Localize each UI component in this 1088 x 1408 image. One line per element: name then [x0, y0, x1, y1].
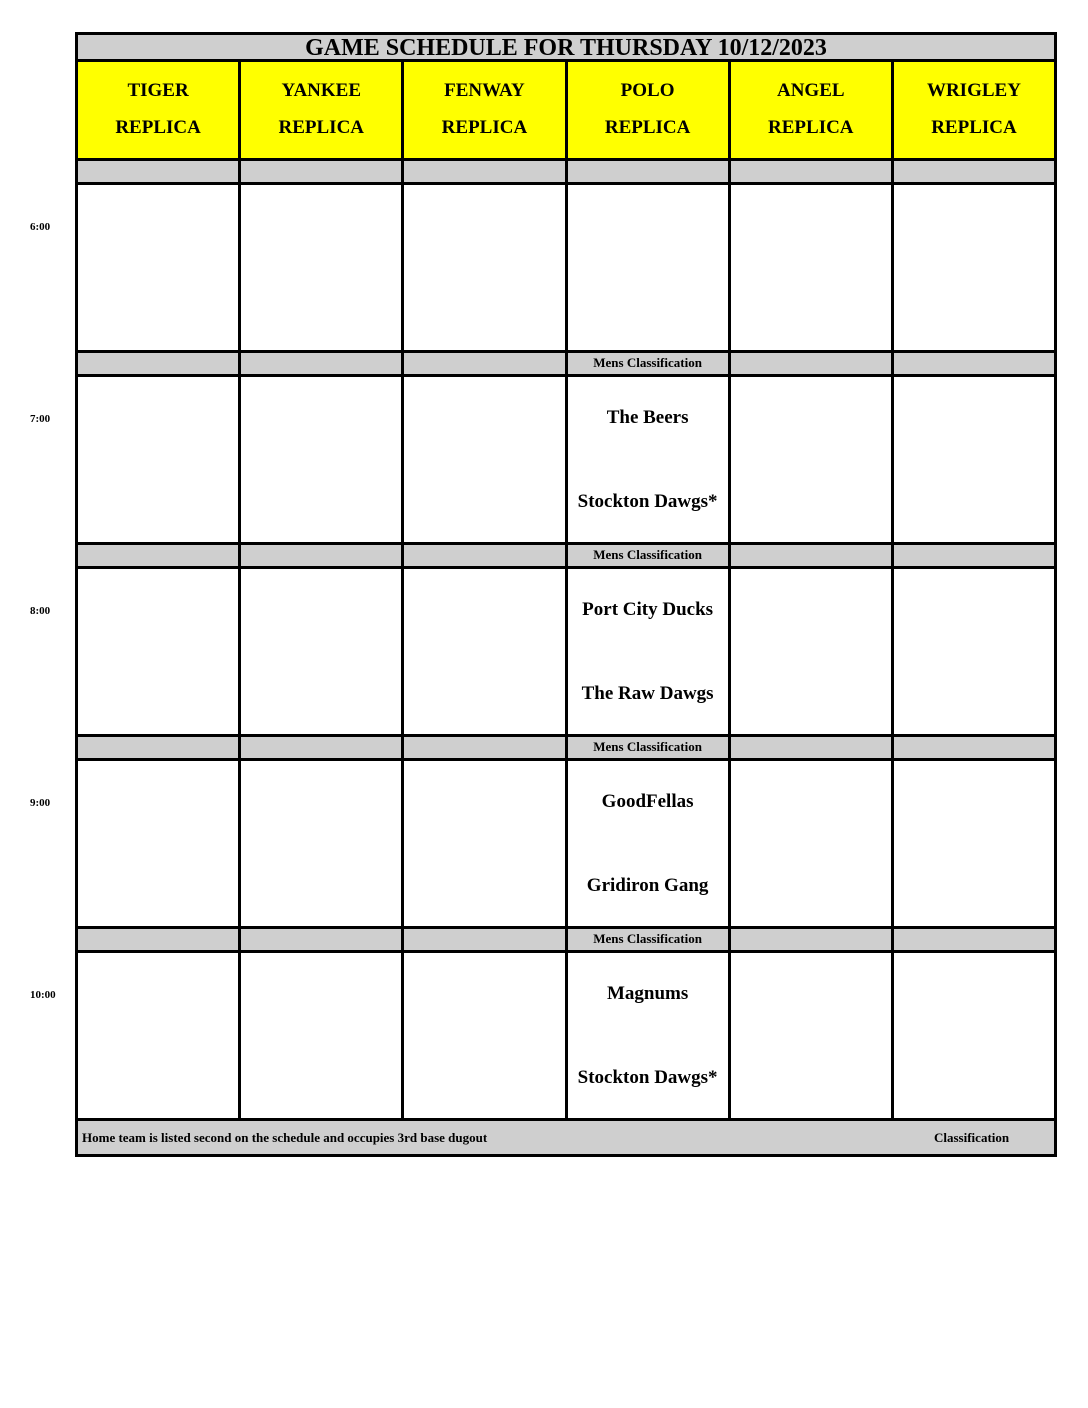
- game-cell: [891, 761, 1057, 929]
- classification-cell: [891, 353, 1057, 377]
- time-slots: [75, 161, 1057, 1121]
- game-cell: [565, 377, 728, 545]
- classification-label: Classification: [934, 1130, 1010, 1145]
- field-sub: REPLICA: [441, 117, 528, 138]
- classification-cell: [401, 161, 564, 185]
- classification-cell: [728, 545, 891, 569]
- field-header-yankee: [238, 62, 401, 161]
- classification-row: [75, 161, 1057, 185]
- away-team: The Beers: [606, 407, 689, 428]
- away-team: Port City Ducks: [582, 599, 714, 620]
- time-slot-row: [75, 761, 1057, 929]
- game-cell: [891, 377, 1057, 545]
- classification-cell: [891, 737, 1057, 761]
- time-label: 6:00: [30, 221, 51, 233]
- field-name: WRIGLEY: [926, 80, 1021, 101]
- game-cell: [565, 185, 728, 353]
- time-slot-row: [75, 569, 1057, 737]
- classification-cell: [728, 161, 891, 185]
- game-cell: [891, 185, 1057, 353]
- field-header-tiger: [75, 62, 238, 161]
- classification-row: [75, 545, 1057, 569]
- game-cell: [401, 377, 564, 545]
- field-name: ANGEL: [776, 80, 845, 101]
- field-name: POLO: [620, 80, 675, 101]
- field-sub: REPLICA: [604, 117, 691, 138]
- field-sub: REPLICA: [931, 117, 1017, 138]
- classification-cell: [75, 353, 238, 377]
- classification-cell: [238, 929, 401, 953]
- classification-cell: Mens Classification: [565, 353, 728, 377]
- field-header-fenway: [401, 62, 564, 161]
- classification-cell: [565, 161, 728, 185]
- game-cell: [565, 761, 728, 929]
- game-cell: [728, 761, 891, 929]
- classification-cell: Mens Classification: [565, 929, 728, 953]
- field-name: FENWAY: [444, 80, 525, 101]
- game-cell: [401, 185, 564, 353]
- classification-cell: [238, 737, 401, 761]
- game-cell: [75, 185, 238, 353]
- field-header-angel: [728, 62, 891, 161]
- classification-cell: [75, 929, 238, 953]
- field-sub: REPLICA: [115, 117, 201, 138]
- classification-cell: Mens Classification: [565, 737, 728, 761]
- time-label: 7:00: [30, 413, 51, 425]
- game-cell: [728, 185, 891, 353]
- game-cell: [728, 569, 891, 737]
- classification-row: [75, 929, 1057, 953]
- classification-cell: [891, 545, 1057, 569]
- game-cell: [75, 761, 238, 929]
- game-cell: [238, 761, 401, 929]
- time-label: 8:00: [30, 605, 51, 617]
- classification-cell: [401, 929, 564, 953]
- game-cell: [891, 569, 1057, 737]
- classification-cell: [728, 929, 891, 953]
- field-header-wrigley: [891, 62, 1057, 161]
- classification-cell: [401, 545, 564, 569]
- field-sub: REPLICA: [278, 117, 365, 138]
- game-cell: [238, 953, 401, 1121]
- field-sub: REPLICA: [768, 117, 854, 138]
- field-header-polo: [565, 62, 728, 161]
- classification-row: [75, 353, 1057, 377]
- classification-cell: [75, 545, 238, 569]
- home-team: Stockton Dawgs*: [577, 491, 718, 512]
- home-team: The Raw Dawgs: [581, 683, 714, 704]
- home-team: Stockton Dawgs*: [577, 1067, 718, 1088]
- time-label: 10:00: [30, 989, 56, 1001]
- time-slot-row: [75, 377, 1057, 545]
- game-cell: [75, 953, 238, 1121]
- game-cell: [565, 569, 728, 737]
- game-cell: [238, 569, 401, 737]
- schedule-title: GAME SCHEDULE FOR THURSDAY 10/12/2023: [75, 32, 1057, 62]
- game-cell: [565, 953, 728, 1121]
- schedule-footer: [75, 1121, 1057, 1157]
- time-slot-row: [75, 185, 1057, 353]
- classification-cell: [75, 161, 238, 185]
- game-cell: [728, 953, 891, 1121]
- away-team: GoodFellas: [601, 791, 694, 812]
- game-cell: [891, 953, 1057, 1121]
- classification-cell: [401, 737, 564, 761]
- field-header-row: [75, 62, 1057, 161]
- classification-cell: [891, 929, 1057, 953]
- away-team: Magnums: [606, 983, 689, 1004]
- game-cell: [238, 185, 401, 353]
- classification-cell: [728, 353, 891, 377]
- classification-cell: [238, 161, 401, 185]
- field-name: TIGER: [127, 80, 189, 101]
- game-cell: [728, 377, 891, 545]
- time-slot-row: [75, 953, 1057, 1121]
- home-team-note: Home team is listed second on the schedule and occupies 3rd base dugout: [82, 1130, 488, 1145]
- game-cell: [401, 761, 564, 929]
- field-name: YANKEE: [281, 80, 362, 101]
- classification-row: [75, 737, 1057, 761]
- game-cell: [75, 377, 238, 545]
- time-label: 9:00: [30, 797, 51, 809]
- classification-cell: Mens Classification: [565, 545, 728, 569]
- classification-cell: [891, 161, 1057, 185]
- game-cell: [75, 569, 238, 737]
- schedule-sheet: [75, 32, 1057, 1157]
- classification-cell: [238, 353, 401, 377]
- classification-cell: [401, 353, 564, 377]
- game-cell: [401, 569, 564, 737]
- home-team: Gridiron Gang: [586, 875, 709, 896]
- game-cell: [238, 377, 401, 545]
- game-cell: [401, 953, 564, 1121]
- classification-cell: [238, 545, 401, 569]
- classification-cell: [75, 737, 238, 761]
- classification-cell: [728, 737, 891, 761]
